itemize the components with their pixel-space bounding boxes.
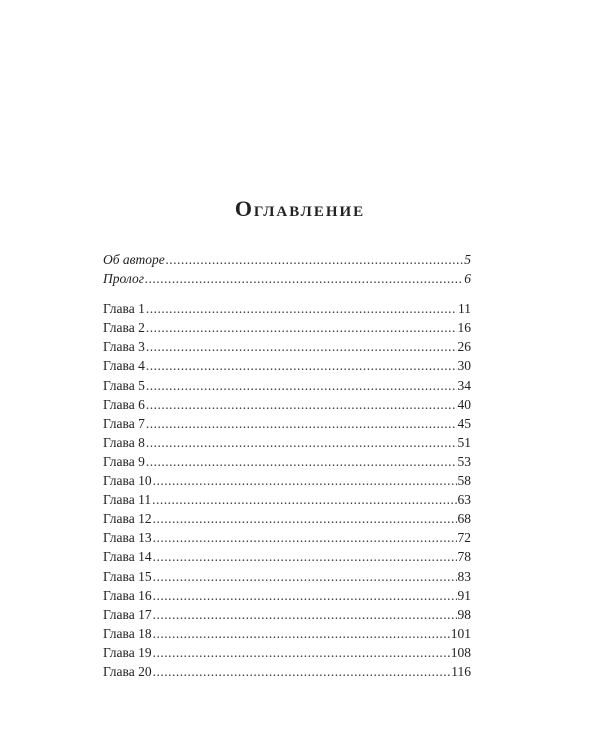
dot-leader bbox=[153, 567, 457, 586]
dot-leader bbox=[166, 250, 463, 269]
toc-entry-page: 78 bbox=[457, 549, 471, 565]
toc-entry-page: 101 bbox=[450, 625, 471, 641]
toc-entry-chapter[interactable] bbox=[103, 337, 471, 356]
dot-leader bbox=[146, 356, 457, 375]
toc-entry-page: 83 bbox=[457, 568, 471, 584]
dot-leader bbox=[146, 337, 457, 356]
toc-entry-page: 53 bbox=[457, 453, 471, 469]
toc-entry-label: Глава 4 bbox=[103, 358, 145, 374]
dot-leader bbox=[153, 547, 457, 566]
toc-entry-prologue[interactable] bbox=[103, 269, 471, 288]
toc-entry-label: Глава 12 bbox=[103, 511, 152, 527]
toc-entry-label: Глава 5 bbox=[103, 377, 145, 393]
toc-entry-label: Глава 9 bbox=[103, 453, 145, 469]
toc-entry-label: Глава 19 bbox=[103, 644, 152, 660]
toc-entry-page: 108 bbox=[450, 644, 471, 660]
dot-leader bbox=[146, 452, 457, 471]
toc-entry-label: Глава 17 bbox=[103, 606, 152, 622]
toc-entry-page: 58 bbox=[457, 473, 471, 489]
toc-entry-chapter[interactable] bbox=[103, 662, 471, 681]
toc-entry-chapter[interactable] bbox=[103, 395, 471, 414]
toc-entry-chapter[interactable] bbox=[103, 586, 471, 605]
toc-entry-page: 68 bbox=[457, 511, 471, 527]
dot-leader bbox=[153, 643, 450, 662]
toc-entry-label: Об авторе bbox=[103, 252, 165, 267]
toc-entry-page: 51 bbox=[457, 434, 471, 450]
toc-entry-page: 16 bbox=[457, 320, 471, 336]
dot-leader bbox=[153, 605, 457, 624]
toc-entry-label: Глава 1 bbox=[103, 301, 145, 317]
dot-leader bbox=[146, 433, 457, 452]
dot-leader bbox=[153, 624, 450, 643]
toc-entry-label: Глава 7 bbox=[103, 415, 145, 431]
toc-entry-label: Глава 6 bbox=[103, 396, 145, 412]
toc-entry-label: Глава 14 bbox=[103, 549, 152, 565]
toc-entry-page: 45 bbox=[457, 415, 471, 431]
toc-entry-chapter[interactable] bbox=[103, 567, 471, 586]
dot-leader bbox=[146, 299, 457, 318]
toc-entry-page: 30 bbox=[457, 358, 471, 374]
toc-entry-label: Глава 15 bbox=[103, 568, 152, 584]
toc-entry-label: Глава 11 bbox=[103, 492, 152, 508]
toc-entry-label: Глава 20 bbox=[103, 663, 152, 679]
toc-entry-label: Глава 10 bbox=[103, 473, 152, 489]
toc-entry-chapter[interactable] bbox=[103, 414, 471, 433]
toc-entry-label: Глава 8 bbox=[103, 434, 145, 450]
toc-entry-label: Пролог bbox=[103, 271, 144, 287]
toc-entry-chapter[interactable] bbox=[103, 471, 471, 490]
toc-entry-chapter[interactable] bbox=[103, 318, 471, 337]
dot-leader bbox=[153, 528, 457, 547]
dot-leader bbox=[146, 414, 457, 433]
dot-leader bbox=[153, 509, 457, 528]
dot-leader bbox=[146, 318, 457, 337]
dot-leader bbox=[152, 490, 456, 509]
toc-entry-label: Глава 2 bbox=[103, 320, 145, 336]
toc-entry-page: 63 bbox=[457, 492, 471, 508]
dot-leader bbox=[153, 662, 451, 681]
dot-leader bbox=[146, 376, 457, 395]
toc-entry-page: 72 bbox=[457, 530, 471, 546]
toc-entry-page: 5 bbox=[464, 252, 471, 267]
toc-entry-chapter[interactable] bbox=[103, 376, 471, 395]
toc-entry-page: 116 bbox=[451, 663, 471, 679]
toc-entry-label: Глава 16 bbox=[103, 587, 152, 603]
dot-leader bbox=[145, 269, 463, 288]
toc-entry-chapter[interactable] bbox=[103, 356, 471, 375]
toc-entry-page: 26 bbox=[457, 339, 471, 355]
toc-entry-chapter[interactable] bbox=[103, 528, 471, 547]
toc-entry-chapter[interactable] bbox=[103, 299, 471, 318]
toc-entry-chapter[interactable] bbox=[103, 433, 471, 452]
toc-entry-label: Глава 18 bbox=[103, 625, 152, 641]
toc-entry-page: 34 bbox=[457, 377, 471, 393]
dot-leader bbox=[153, 471, 457, 490]
toc-entry-page: 6 bbox=[464, 271, 471, 287]
toc-entry-page: 98 bbox=[457, 606, 471, 622]
toc-entry-page: 40 bbox=[457, 396, 471, 412]
dot-leader bbox=[153, 586, 457, 605]
toc-entry-label: Глава 13 bbox=[103, 530, 152, 546]
toc-entry-about-author[interactable] bbox=[103, 250, 471, 269]
table-of-contents bbox=[103, 250, 471, 681]
toc-entry-chapter[interactable] bbox=[103, 509, 471, 528]
toc-entry-chapter[interactable] bbox=[103, 605, 471, 624]
toc-entry-page: 11 bbox=[458, 301, 471, 317]
toc-entry-chapter[interactable] bbox=[103, 624, 471, 643]
toc-entry-chapter[interactable] bbox=[103, 643, 471, 662]
toc-entry-page: 91 bbox=[457, 587, 471, 603]
dot-leader bbox=[146, 395, 457, 414]
toc-entry-label: Глава 3 bbox=[103, 339, 145, 355]
toc-entry-chapter[interactable] bbox=[103, 547, 471, 566]
toc-entry-chapter[interactable] bbox=[103, 490, 471, 509]
page-title: Оглавление bbox=[234, 195, 366, 221]
toc-entry-chapter[interactable] bbox=[103, 452, 471, 471]
